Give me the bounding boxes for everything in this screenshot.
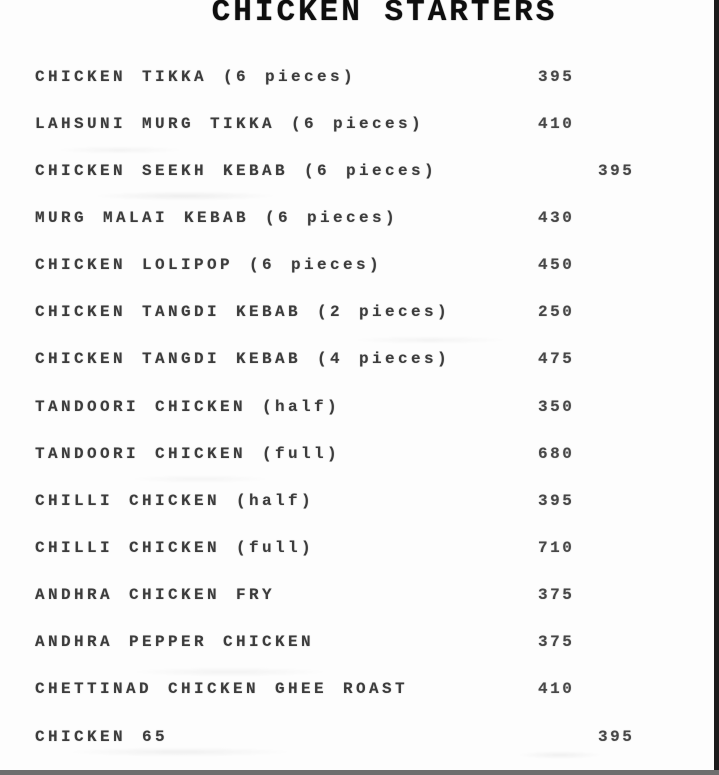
page-border-bottom [0, 770, 719, 775]
menu-list [0, 53, 719, 760]
menu-item-name: CHILLI CHICKEN (half) [35, 491, 315, 510]
menu-item-price: 410 [538, 114, 575, 133]
menu-item-price: 680 [538, 444, 575, 463]
menu-item-price: 430 [538, 208, 575, 227]
menu-item-row [0, 713, 719, 760]
menu-section-title: CHICKEN STARTERS [211, 0, 558, 30]
menu-item-price: 450 [538, 256, 575, 275]
menu-item-price: 395 [538, 491, 575, 510]
menu-item-row [0, 666, 719, 713]
menu-item-row [0, 619, 719, 666]
menu-item-name: ANDHRA CHICKEN FRY [35, 586, 276, 605]
menu-item-price: 375 [538, 586, 575, 605]
menu-item-price: 250 [538, 303, 575, 322]
menu-item-row [0, 147, 719, 194]
menu-item-price: 395 [598, 727, 635, 746]
menu-item-row [0, 100, 719, 147]
menu-item-name: CHICKEN LOLIPOP (6 pieces) [35, 256, 383, 275]
menu-item-name: MURG MALAI KEBAB (6 pieces) [35, 208, 399, 227]
menu-item-name: CHICKEN TANGDI KEBAB (4 pieces) [35, 350, 451, 369]
menu-item-row [0, 524, 719, 571]
menu-item-row [0, 477, 719, 524]
menu-item-price: 350 [538, 397, 575, 416]
menu-item-row [0, 336, 719, 383]
menu-item-row [0, 430, 719, 477]
menu-item-price: 410 [538, 680, 575, 699]
menu-item-name: CHETTINAD CHICKEN GHEE ROAST [35, 680, 409, 699]
menu-item-name: LAHSUNI MURG TIKKA (6 pieces) [35, 114, 425, 133]
page-border-right [714, 0, 719, 775]
menu-item-name: CHICKEN TIKKA (6 pieces) [35, 67, 357, 86]
menu-item-row [0, 289, 719, 336]
menu-item-name: ANDHRA PEPPER CHICKEN [35, 633, 315, 652]
menu-item-name: TANDOORI CHICKEN (half) [35, 397, 341, 416]
menu-item-name: CHICKEN TANGDI KEBAB (2 pieces) [35, 303, 451, 322]
menu-item-row [0, 572, 719, 619]
menu-item-row [0, 383, 719, 430]
menu-item-row [0, 53, 719, 100]
menu-item-row [0, 242, 719, 289]
menu-item-price: 375 [538, 633, 575, 652]
menu-item-row [0, 194, 719, 241]
menu-item-name: TANDOORI CHICKEN (full) [35, 444, 341, 463]
menu-item-price: 395 [598, 161, 635, 180]
menu-item-name: CHICKEN SEEKH KEBAB (6 pieces) [35, 161, 438, 180]
menu-item-price: 710 [538, 538, 575, 557]
menu-item-price: 395 [538, 67, 575, 86]
menu-item-price: 475 [538, 350, 575, 369]
menu-item-name: CHILLI CHICKEN (full) [35, 538, 315, 557]
menu-item-name: CHICKEN 65 [35, 727, 169, 746]
